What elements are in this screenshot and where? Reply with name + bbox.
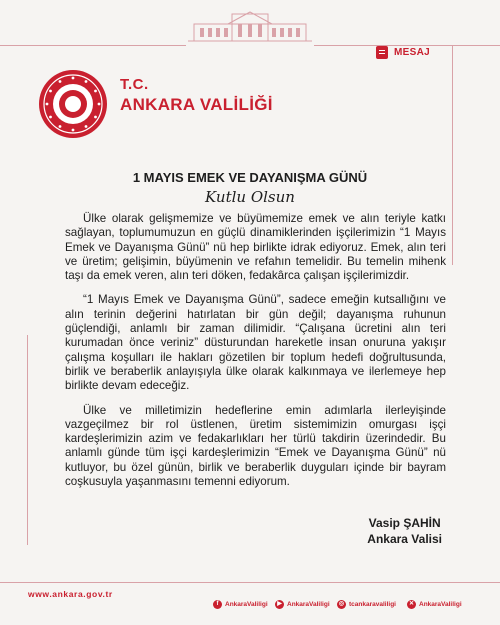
frame-top-left-line	[0, 45, 186, 46]
building-illustration	[188, 10, 312, 42]
signer-name: Vasip ŞAHİN	[368, 516, 441, 530]
x-icon: ✕	[408, 601, 415, 607]
social-handle: AnkaraValiligi	[287, 601, 330, 608]
social-instagram[interactable]	[337, 600, 396, 609]
social-handle: tcankaravaliligi	[349, 601, 396, 608]
social-handle: AnkaraValiligi	[225, 601, 268, 608]
social-facebook[interactable]	[213, 600, 268, 609]
social-youtube[interactable]	[275, 600, 330, 609]
instagram-icon: ◎	[338, 601, 345, 607]
paragraph-2: “1 Mayıs Emek ve Dayanışma Günü”, sadece emeğin kutsallığını ve alın terinin değerini hatırlatan bir gün değil; dayanışma ruhunun güçlendiği, anlamlı bir zaman dilimidir. “Çalışana ücretini alın teri kurumadan önce veriniz” düsturundan hareketle insan onuruna yakışır çalışma koşulları ile hakları gözetilen bir toplum hedefi doğrultusunda, birlik ve beraberlik anlayışıyla ülke olarak kalkınmaya ve ilerlemeye hep birlikte devam edeceğiz.	[65, 293, 446, 393]
document-icon	[376, 46, 388, 59]
governorate-seal-logo	[37, 68, 109, 140]
organization-name	[120, 76, 273, 115]
paragraph-3: Ülke ve milletimizin hedeflerine emin adımlarla ilerleyişinde vazgeçilmez bir rol üstlenen, üretim sistemimizin omurgası işçi kardeşlerimizin azim ve fedakarlıkları her türlü takdirin üzerindedir. Bu anlamlı günde tüm işçi kardeşlerimizin “Emek ve Dayanışma Günü” nü kutluyor, bu özel günün, birlik ve beraberlik duyguları içinde bir bayram coşkusuyla yaşanmasını temenni ediyorum.	[65, 403, 446, 489]
social-x[interactable]	[407, 600, 462, 609]
message-label: MESAJ	[394, 47, 430, 58]
frame-left-vertical-line	[27, 335, 28, 545]
letter-body	[65, 212, 446, 499]
message-badge	[376, 46, 430, 59]
social-handle: AnkaraValiligi	[419, 601, 462, 608]
website-link[interactable]: www.ankara.gov.tr	[28, 589, 113, 599]
paragraph-1: Ülke olarak gelişmemize ve büyümemize emek ve alın teriyle katkı sağlayan, toplumumuzun en güçlü dinamiklerinden işçilerimizin “1 Mayıs Emek ve Dayanışma Günü” nü hep birlikte idrak ediyoruz. Emek, alın teri ve üretim; gelişimin, büyümenin ve refahın temelidir. Bu temelin mihenk taşı da emek veren, alın teri döken, fedakârca çalışan işçilerimizdir.	[65, 212, 446, 283]
frame-right-vertical-line	[452, 45, 453, 265]
signature-block	[367, 515, 442, 547]
letter-title: 1 MAYIS EMEK VE DAYANIŞMA GÜNÜ	[132, 170, 368, 185]
signer-title: Ankara Valisi	[367, 532, 442, 546]
facebook-icon: f	[213, 600, 222, 609]
letter-script-subtitle: Kutlu Olsun	[205, 188, 295, 206]
frame-bottom-line	[0, 582, 500, 583]
org-tc-label: T.C.	[120, 76, 149, 93]
youtube-icon: ▶	[275, 600, 284, 609]
org-name-label: ANKARA VALİLİĞİ	[120, 95, 273, 114]
